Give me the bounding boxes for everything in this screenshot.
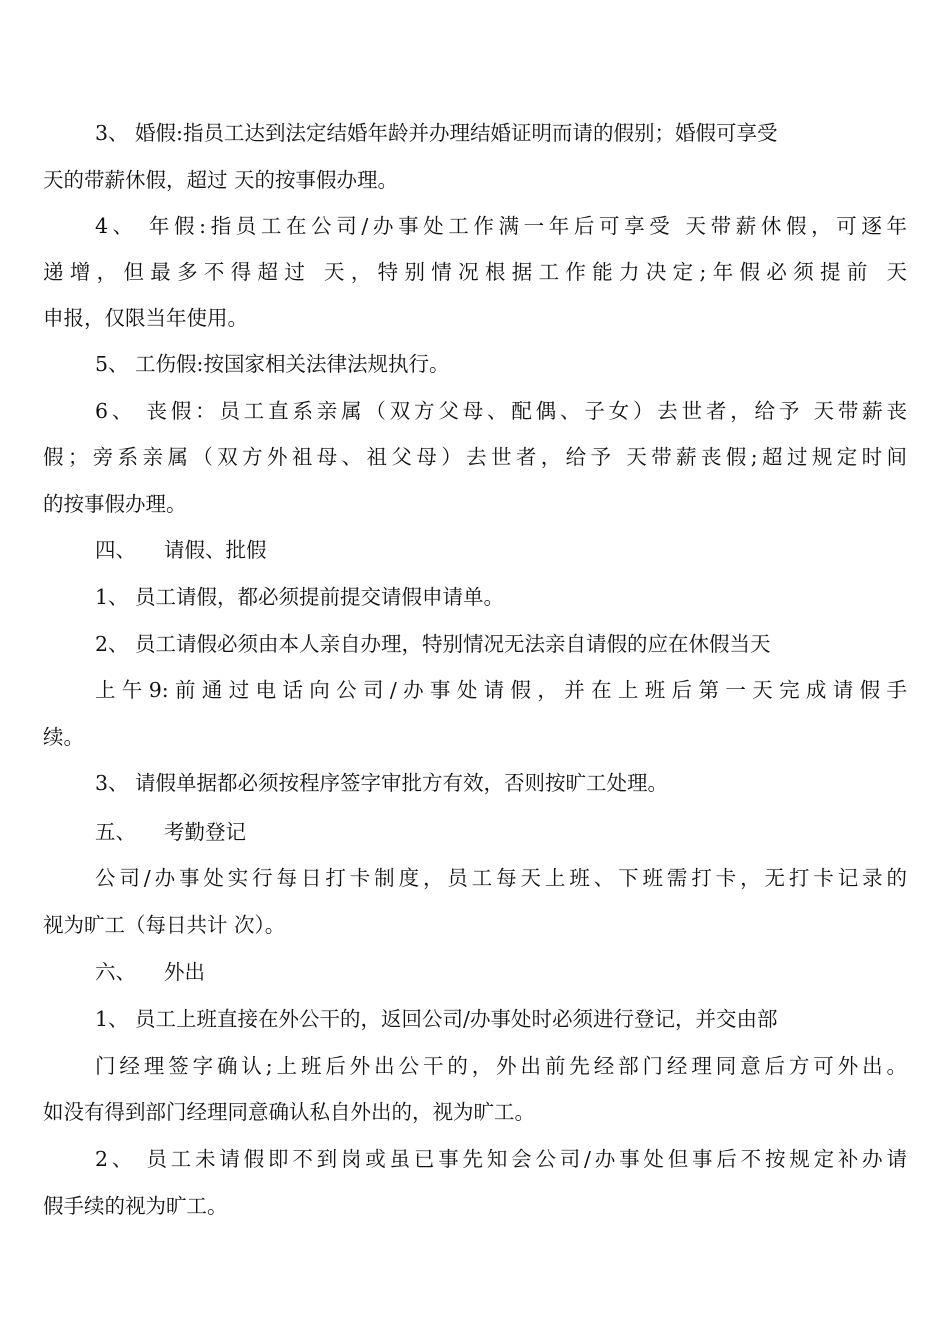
section-heading-leave-approval: 请假、批假 bbox=[164, 538, 267, 562]
paragraph-line: 续。 bbox=[43, 725, 84, 749]
section-heading-number: 六、 bbox=[95, 960, 136, 984]
paragraph-line: 门经理签字确认;上班后外出公干的，外出前先经部门经理同意后方可外出。 bbox=[95, 1054, 907, 1078]
paragraph-line: 天的带薪休假，超过 天的按事假办理。 bbox=[43, 168, 399, 192]
paragraph-line: 申报，仅限当年使用。 bbox=[43, 306, 248, 330]
paragraph-attendance: 公司/办事处实行每日打卡制度，员工每天上班、下班需打卡，无打卡记录的 bbox=[95, 866, 907, 890]
paragraph-line: 上午9:前通过电话向公司/办事处请假，并在上班后第一天完成请假手 bbox=[95, 678, 907, 702]
section-heading-going-out: 外出 bbox=[164, 960, 205, 984]
paragraph-going-out-rule-1: 1、 员工上班直接在外公干的，返回公司/办事处时必须进行登记，并交由部 bbox=[95, 1007, 778, 1031]
paragraph-line: 视为旷工（每日共计 次）。 bbox=[43, 913, 286, 937]
paragraph-line: 的按事假办理。 bbox=[43, 492, 187, 516]
paragraph-leave-in-person: 2、 员工请假必须由本人亲自办理，特别情况无法亲自请假的应在休假当天 bbox=[95, 632, 771, 656]
paragraph-leave-signature: 3、 请假单据都必须按程序签字审批方有效，否则按旷工处理。 bbox=[95, 771, 669, 795]
paragraph-annual-leave: 4、 年假:指员工在公司/办事处工作满一年后可享受 天带薪休假，可逐年 bbox=[95, 214, 907, 238]
section-heading-attendance: 考勤登记 bbox=[164, 820, 246, 844]
paragraph-marriage-leave: 3、 婚假:指员工达到法定结婚年龄并办理结婚证明而请的假别；婚假可享受 bbox=[95, 121, 778, 145]
section-heading-number: 四、 bbox=[95, 538, 136, 562]
paragraph-bereavement-leave: 6、 丧假：员工直系亲属（双方父母、配偶、子女）去世者，给予 天带薪丧 bbox=[95, 399, 907, 423]
paragraph-line: 假；旁系亲属（双方外祖母、祖父母）去世者，给予 天带薪丧假;超过规定时间 bbox=[43, 445, 907, 469]
paragraph-line: 假手续的视为旷工。 bbox=[43, 1194, 228, 1218]
section-heading-number: 五、 bbox=[95, 820, 136, 844]
paragraph-line: 如没有得到部门经理同意确认私自外出的，视为旷工。 bbox=[43, 1100, 535, 1124]
paragraph-leave-request: 1、 员工请假，都必须提前提交请假申请单。 bbox=[95, 585, 505, 609]
paragraph-line: 递增，但最多不得超过 天，特别情况根据工作能力决定;年假必须提前 天 bbox=[43, 260, 907, 284]
paragraph-going-out-rule-2: 2、 员工未请假即不到岗或虽已事先知会公司/办事处但事后不按规定补办请 bbox=[95, 1147, 907, 1171]
paragraph-injury-leave: 5、 工伤假:按国家相关法律法规执行。 bbox=[95, 352, 450, 376]
